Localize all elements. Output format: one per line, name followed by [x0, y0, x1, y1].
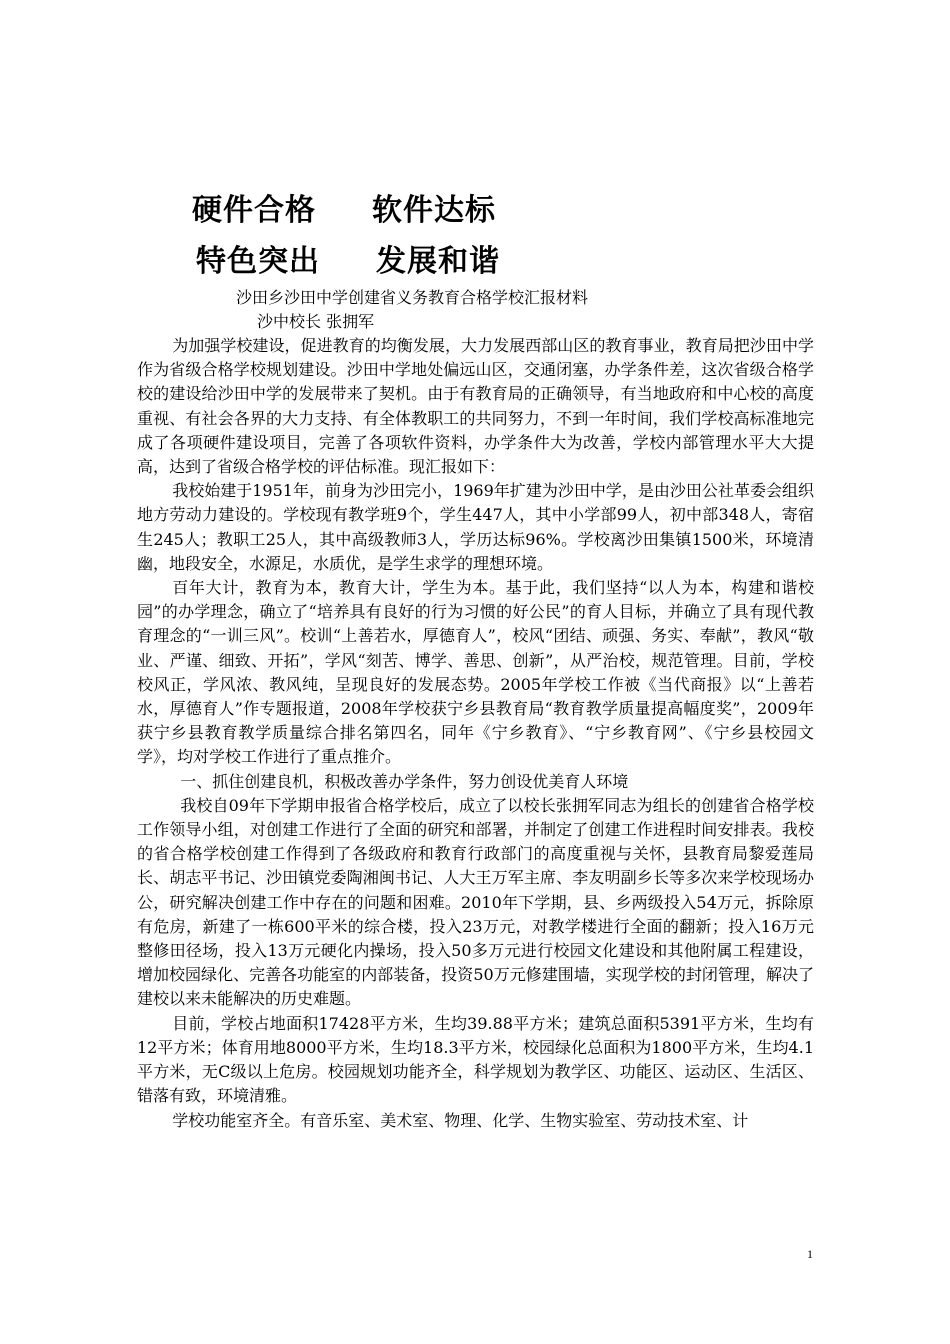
body-paragraph: 为加强学校建设，促进教育的均衡发展，大力发展西部山区的教育事业，教育局把沙田中学作为省级合格学校规划建设。沙田中学地处偏远山区，交通闭塞，办学条件差，这次省级合格学校的建设给沙田中学的发展带来了契机。由于有教育局的正确领导，有当地政府和中心校的高度重视、有社会各界的大力支持、有全体教职工的共同努力，不到一年时间，我们学校高标准地完成了各项硬件建设项目，完善了各项软件资料，办学条件大为改善，学校内部管理水平大大提高，达到了省级合格学校的评估标准。现汇报如下：: [137, 336, 814, 477]
document-author: 沙中校长 张拥军: [257, 312, 375, 331]
document-title-line-1: [192, 193, 496, 229]
document-title-line-2: [196, 244, 500, 280]
body-paragraph: 学校功能室齐全。有音乐室、美术室、物理、化学、生物实验室、劳动技术室、计: [172, 1110, 749, 1130]
title-phrase-software: 软件达标: [372, 193, 496, 228]
body-paragraph: 我校自09年下学期申报省合格学校后，成立了以校长张拥军同志为组长的创建省合格学校工作领导小组，对创建工作进行了全面的研究和部署，并制定了创建工作进程时间安排表。我校的省合格学校创建工作得到了各级政府和教育行政部门的高度重视与关怀，县教育局黎爱莲局长、胡志平书记、沙田镇党委陶湘闽书记、人大王万军主席、李友明副乡长等多次来学校现场办公，研究解决创建工作中存在的问题和困难。2010年下学期，县、乡两级投入54万元，拆除原有危房，新建了一栋600平米的综合楼，投入23万元，对教学楼进行全面的翻新；投入16万元整修田径场，投入13万元硬化内操场，投入50多万元进行校园文化建设和其他附属工程建设，增加校园绿化、完善各功能室的内部装备，投资50万元修建围墙，实现学校的封闭管理，解决了建校以来未能解决的历史难题。: [137, 795, 814, 1009]
title-phrase-hardware: 硬件合格: [192, 193, 316, 228]
page-number: 1: [807, 1247, 813, 1261]
document-subtitle: 沙田乡沙田中学创建省义务教育合格学校汇报材料: [236, 288, 589, 307]
body-paragraph: 目前，学校占地面积17428平方米，生均39.88平方米；建筑总面积5391平方米，生均有12平方米；体育用地8000平方米，生均18.3平方米，校园绿化总面积为1800平方米，生均4.1平方米，无C级以上危房。校园规划功能齐全，科学规划为教学区、功能区、运动区、生活区、错落有致，环境清雅。: [137, 1013, 814, 1106]
title-phrase-features: 特色突出: [196, 244, 320, 279]
body-paragraph: 百年大计，教育为本，教育大计，学生为本。基于此，我们坚持“以人为本，构建和谐校园”的办学理念，确立了“培养具有良好的行为习惯的好公民”的育人目标，并确立了具有现代教育理念的“一训三风”。校训“上善若水，厚德育人”，校风“团结、顽强、务实、奉献”，教风“敬业、严谨、细致、开拓”，学风“刻苦、博学、善思、创新”，从严治校，规范管理。目前，学校校风正，学风浓、教风纯，呈现良好的发展态势。2005年学校工作被《当代商报》以“上善若水，厚德育人”作专题报道，2008年学校获宁乡县教育局“教育教学质量提高幅度奖”，2009年获宁乡县教育教学质量综合排名第四名，同年《宁乡教育》、“宁乡教育网”、《宁乡县校园文学》，均对学校工作进行了重点推介。: [137, 578, 814, 767]
document-body: [137, 334, 814, 1133]
title-phrase-development: 发展和谐: [376, 244, 500, 279]
section-heading: 一、抓住创建良机，积极改善办学条件，努力创设优美育人环境: [180, 771, 629, 791]
body-paragraph: 我校始建于1951年，前身为沙田完小，1969年扩建为沙田中学，是由沙田公社革委会组织地方劳动力建设的。学校现有教学班9个，学生447人，其中小学部99人，初中部348人，寄宿生245人；教职工25人，其中高级教师3人，学历达标96%。学校离沙田集镇1500米，环境清幽，地段安全，水源足，水质优，是学生求学的理想环境。: [137, 481, 814, 573]
